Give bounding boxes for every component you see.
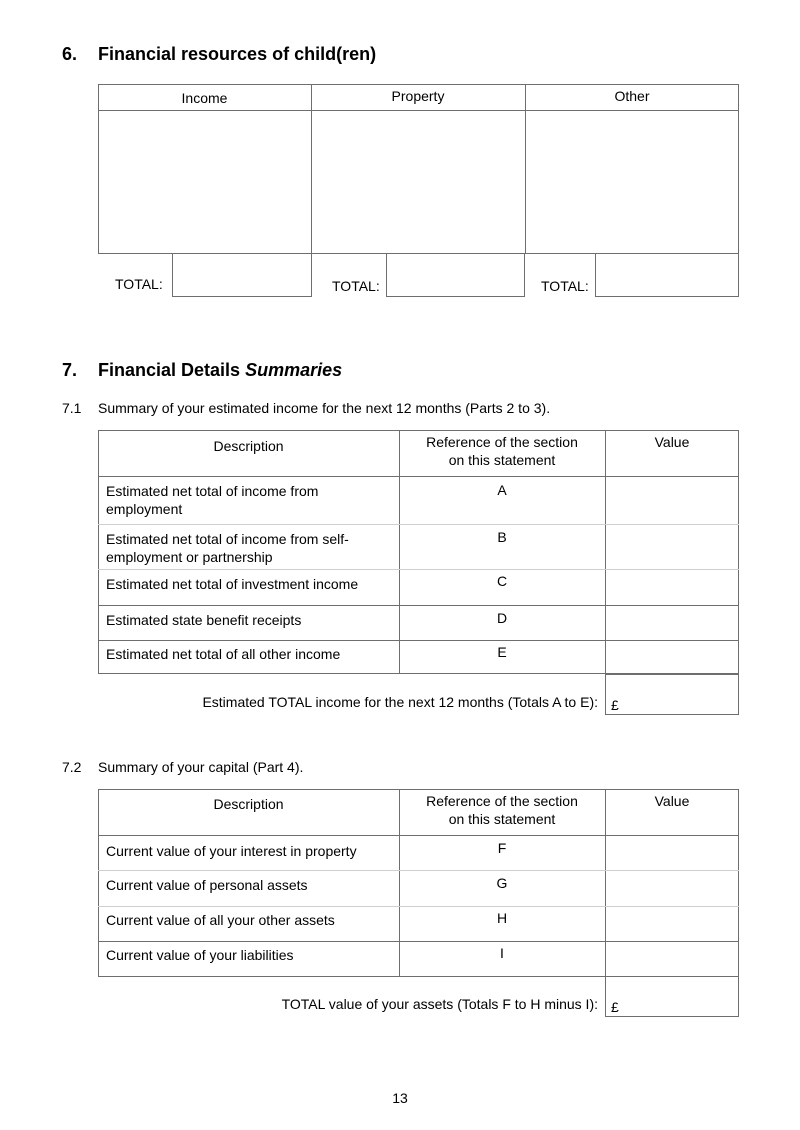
income-input-area[interactable] [98, 111, 311, 253]
other-total-field[interactable] [595, 253, 739, 297]
table-row: Current value of your liabilities [106, 947, 294, 963]
income-total-label: TOTAL: [115, 276, 163, 292]
value-input-d[interactable] [606, 606, 738, 640]
capital-total-label: TOTAL value of your assets (Totals F to H minus I): [281, 996, 598, 1012]
other-total-label: TOTAL: [541, 278, 589, 294]
other-input-area[interactable] [526, 111, 739, 253]
section-7-title: Financial Details Summaries [98, 360, 343, 380]
value-input-e[interactable] [606, 641, 738, 674]
income-ref-header: Reference of the section on this statement [426, 434, 578, 468]
ref-letter: A [497, 482, 507, 498]
col-property-header: Property [391, 88, 445, 104]
income-total-label: Estimated TOTAL income for the next 12 months (Totals A to E): [202, 694, 598, 710]
capital-total-field[interactable] [605, 976, 739, 1017]
table-row: Current value of all your other assets [106, 912, 335, 928]
property-total-field[interactable] [386, 253, 525, 297]
table-row: Estimated net total of all other income [106, 646, 341, 662]
value-input-i[interactable] [606, 942, 738, 977]
value-input-a[interactable] [606, 477, 738, 524]
value-input-f[interactable] [606, 836, 738, 870]
section-7-number: 7. [62, 360, 78, 380]
value-input-h[interactable] [606, 907, 738, 941]
ref-letter: G [496, 875, 508, 891]
col-income-header: Income [181, 90, 228, 106]
property-total-label: TOTAL: [332, 278, 380, 294]
ref-letter: B [497, 529, 507, 545]
subsection-7-1-text: Summary of your estimated income for the next 12 months (Parts 2 to 3). [98, 400, 551, 416]
section-6-number: 6. [62, 44, 78, 64]
table-row: Estimated net total of income from self- employment or partnership [106, 531, 349, 565]
subsection-7-1-number: 7.1 [62, 400, 82, 416]
ref-letter: I [500, 945, 504, 961]
capital-ref-header: Reference of the section on this statement [426, 793, 578, 827]
value-input-b[interactable] [606, 525, 738, 569]
table-row: Estimated state benefit receipts [106, 612, 302, 628]
ref-letter: E [497, 644, 507, 660]
income-desc-header: Description [213, 438, 284, 454]
section-6-title: Financial resources of child(ren) [98, 44, 377, 64]
table-row: Current value of your interest in property [106, 843, 357, 859]
value-input-g[interactable] [606, 871, 738, 906]
subsection-7-2-number: 7.2 [62, 759, 82, 775]
currency-symbol: £ [611, 697, 619, 713]
currency-symbol: £ [611, 999, 619, 1015]
table-row: Estimated net total of income from employment [106, 483, 319, 517]
value-input-c[interactable] [606, 570, 738, 605]
capital-value-header: Value [654, 793, 690, 809]
page-number: 13 [392, 1090, 408, 1106]
income-total-field[interactable] [172, 253, 312, 297]
table-row: Estimated net total of investment income [106, 576, 359, 592]
income-total-field[interactable] [605, 674, 739, 715]
capital-desc-header: Description [213, 796, 284, 812]
table-row: Current value of personal assets [106, 877, 308, 893]
property-input-area[interactable] [312, 111, 525, 253]
ref-letter: D [496, 610, 508, 626]
income-value-header: Value [654, 434, 690, 450]
ref-letter: C [496, 573, 508, 589]
col-other-header: Other [614, 88, 650, 104]
ref-letter: H [496, 910, 508, 926]
subsection-7-2-text: Summary of your capital (Part 4). [98, 759, 304, 775]
ref-letter: F [497, 840, 507, 856]
